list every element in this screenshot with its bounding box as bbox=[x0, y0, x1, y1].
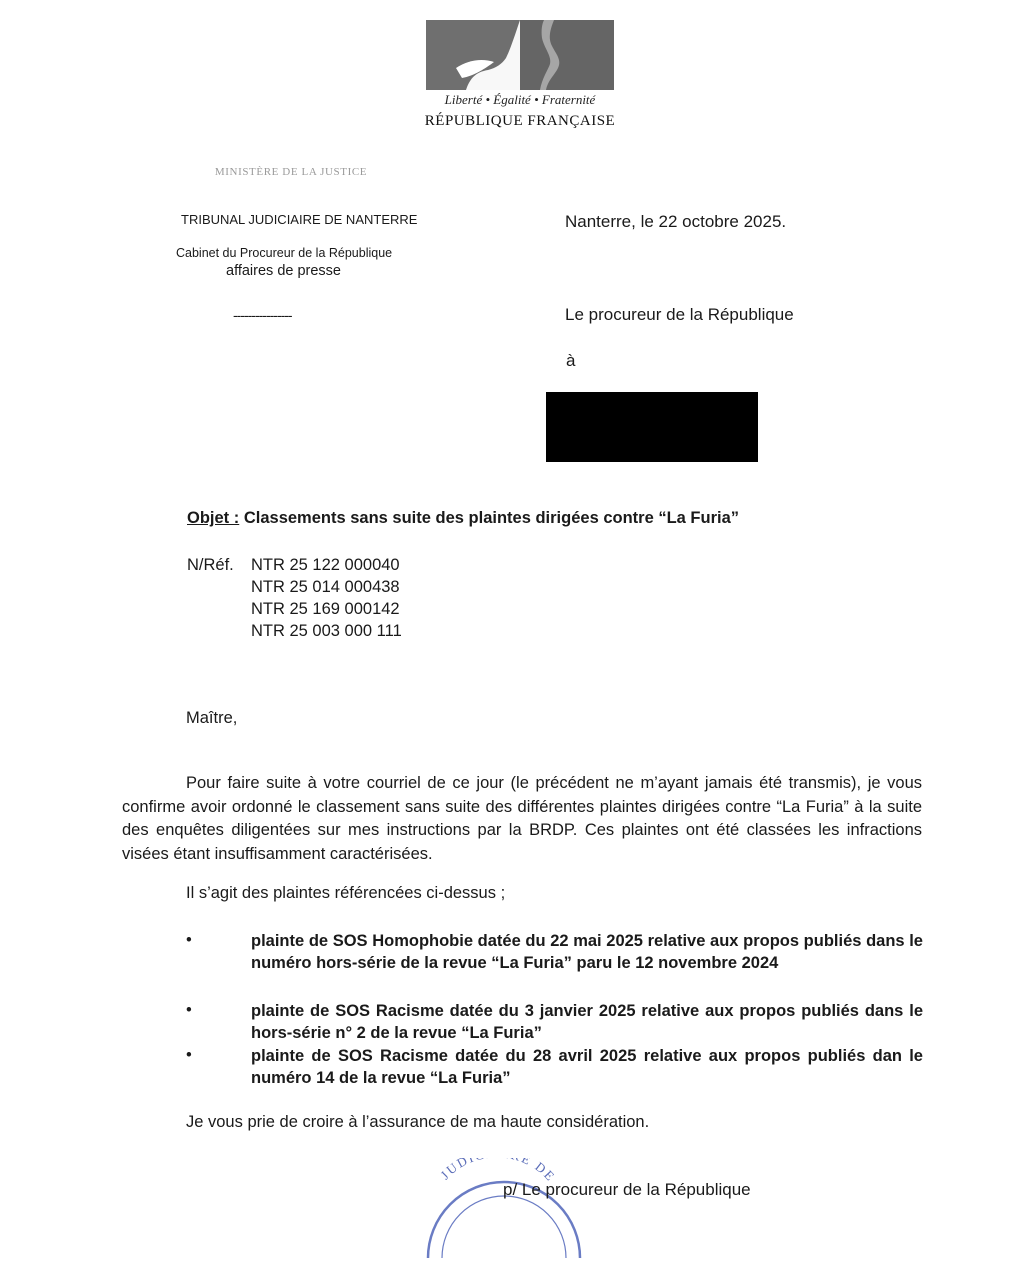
stamp-text: JUD E DE bbox=[437, 1158, 559, 1185]
salutation: Maître, bbox=[186, 709, 238, 727]
body-text: Pour faire suite à votre courriel de ce jour (le précédent ne m’ayant jamais été transmis), je vous confirme avoir ordonné le classement sans suite des différentes plaintes dirigées contre “La Furia” à la suite des enquêtes diligentées sur mes instructions par la BRDP. Ces plaintes ont été classées les infractions visées étant insuffisamment caractérisées. bbox=[122, 774, 922, 863]
divider-line: ---------------- bbox=[233, 307, 292, 323]
reference-item: NTR 25 122 000040 bbox=[251, 556, 400, 574]
country-name: RÉPUBLIQUE FRANÇAISE bbox=[424, 113, 616, 129]
ministry-header: MINISTÈRE DE LA JUSTICE bbox=[214, 166, 368, 178]
complaint-item: plainte de SOS Racisme datée du 28 avril 2025 relative aux propos publiés dan le numéro 14 de la revue “La Furia” bbox=[251, 1047, 923, 1087]
complaint-item: plainte de SOS Homophobie datée du 22 mai 2025 relative aux propos publiés dans le numéro hors-série de la revue “La Furia” paru le 12 novembre 2024 bbox=[251, 932, 923, 972]
department-name: affaires de presse bbox=[226, 263, 341, 279]
reference-item: NTR 25 014 000438 bbox=[251, 578, 400, 596]
marianne-logo bbox=[426, 20, 614, 90]
subject-line bbox=[187, 509, 739, 528]
court-name: TRIBUNAL JUDICIAIRE DE NANTERRE bbox=[181, 212, 418, 227]
references-label: N/Réf. bbox=[187, 556, 234, 574]
official-stamp bbox=[412, 1158, 582, 1258]
references-list bbox=[251, 554, 402, 642]
bullet-icon: • bbox=[186, 1001, 192, 1019]
recipient-preposition: à bbox=[566, 351, 576, 370]
reference-item: NTR 25 003 000 111 bbox=[251, 622, 402, 640]
list-intro: Il s’agit des plaintes référencées ci-dessus ; bbox=[186, 884, 506, 902]
closing-formula: Je vous prie de croire à l’assurance de ma haute considération. bbox=[186, 1113, 650, 1131]
cabinet-name: Cabinet du Procureur de la République bbox=[176, 246, 393, 260]
republic-motto: Liberté • Égalité • Fraternité bbox=[444, 92, 596, 107]
references bbox=[187, 554, 402, 642]
bullet-icon: • bbox=[186, 1046, 192, 1064]
date-line: Nanterre, le 22 octobre 2025. bbox=[565, 212, 787, 231]
signature-line: p/ Le procureur de la République bbox=[503, 1180, 751, 1199]
body-paragraph bbox=[122, 772, 922, 866]
marianne-profile-icon bbox=[426, 20, 614, 90]
sender-title: Le procureur de la République bbox=[565, 305, 794, 324]
bullet-icon: • bbox=[186, 931, 192, 949]
subject-text: Classements sans suite des plaintes dirigées contre “La Furia” bbox=[243, 509, 740, 527]
complaint-item: plainte de SOS Racisme datée du 3 janvier 2025 relative aux propos publiés dans le hors-série n° 2 de la revue “La Furia” bbox=[251, 1002, 923, 1042]
reference-item: NTR 25 169 000142 bbox=[251, 600, 400, 618]
subject-label: Objet : bbox=[187, 509, 240, 527]
redacted-recipient bbox=[546, 392, 758, 462]
stamp-seal-icon bbox=[412, 1158, 582, 1258]
